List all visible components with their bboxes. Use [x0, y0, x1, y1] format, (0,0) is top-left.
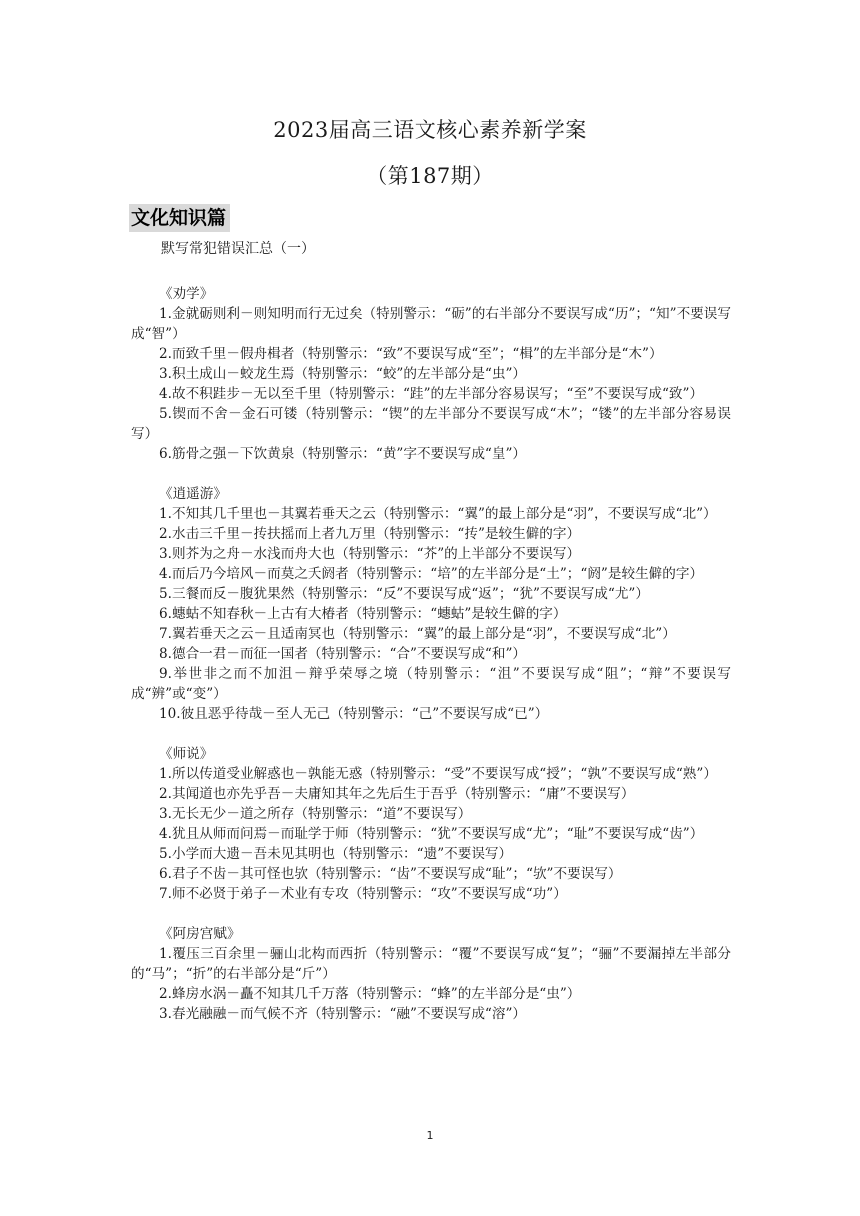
- list-item: 8.德合一君－而征一国者（特别警示：“合”不要误写成“和”）: [159, 646, 527, 662]
- section-intro: 默写常犯错误汇总（一）: [161, 241, 315, 257]
- list-item: 1.覆压三百余里－骊山北构而西折（特别警示：“覆”不要误写成“复”；“骊”不要漏掉左半部分的“马”；“折”的右半部分是“斤”）: [131, 946, 731, 982]
- list-item: 1.不知其几千里也－其翼若垂天之云（特别警示：“翼”的最上部分是“羽”，不要误写成“北”）: [159, 506, 717, 522]
- document-body: [131, 284, 731, 1044]
- list-item: 3.积土成山－蛟龙生焉（特别警示：“蛟”的左半部分是“虫”）: [159, 366, 527, 382]
- list-item: 7.翼若垂天之云－且适南冥也（特别警示：“翼”的最上部分是“羽”，不要误写成“北”）: [159, 626, 676, 642]
- list-item: 2.蜂房水涡－矗不知其几千万落（特别警示：“蜂”的左半部分是“虫”）: [159, 986, 581, 1002]
- list-item: 5.锲而不舍－金石可镂（特别警示：“锲”的左半部分不要误写成“木”；“镂”的左半部分容易误写）: [131, 406, 731, 442]
- list-item: 6.君子不齿－其可怪也欤（特别警示：“齿”不要误写成“耻”；“欤”不要误写）: [159, 866, 622, 882]
- work-title: 《劝学》: [159, 286, 214, 302]
- list-item: 2.而致千里－假舟楫者（特别警示：“致”不要误写成“至”；“楫”的左半部分是“木”）: [159, 346, 663, 362]
- issue-number: （第187期）: [366, 164, 494, 188]
- work-title: 《师说》: [159, 746, 214, 762]
- list-item: 7.师不必贤于弟子－术业有专攻（特别警示：“攻”不要误写成“功”）: [159, 886, 567, 902]
- list-item: 4.犹且从师而问焉－而耻学于师（特别警示：“犹”不要误写成“尤”；“耻”不要误写成“齿”）: [159, 826, 704, 842]
- list-item: 3.则芥为之舟－水浅而舟大也（特别警示：“芥”的上半部分不要误写）: [159, 546, 581, 562]
- work-group: [131, 924, 731, 1024]
- work-title: 《逍遥游》: [159, 486, 227, 502]
- section-heading: 文化知识篇: [129, 204, 230, 232]
- list-item: 6.筋骨之强－下饮黄泉（特别警示：“黄”字不要误写成“皇”）: [159, 446, 527, 462]
- list-item: 5.小学而大遗－吾未见其明也（特别警示：“遗”不要误写）: [159, 846, 513, 862]
- list-item: 2.其闻道也亦先乎吾－夫庸知其年之先后生于吾乎（特别警示：“庸”不要误写）: [159, 786, 635, 802]
- list-item: 1.所以传道受业解惑也－孰能无惑（特别警示：“受”不要误写成“授”；“孰”不要误写成“熟”）: [159, 766, 717, 782]
- list-item: 4.而后乃今培风－而莫之夭阏者（特别警示：“培”的左半部分是“土”；“阏”是较生僻的字）: [159, 566, 704, 582]
- list-item: 6.蟪蛄不知春秋－上古有大椿者（特别警示：“蟪蛄”是较生僻的字）: [159, 606, 567, 622]
- work-group: [131, 484, 731, 724]
- work-group: [131, 284, 731, 464]
- list-item: 3.无长无少－道之所存（特别警示：“道”不要误写）: [159, 806, 472, 822]
- work-title: 《阿房宫赋》: [159, 926, 241, 942]
- list-item: 1.金就砺则利－则知明而行无过矣（特别警示：“砺”的右半部分不要误写成“历”；“知”不要误写成“智”）: [131, 306, 731, 342]
- document-title: 2023届高三语文核心素养新学案: [273, 118, 587, 142]
- list-item: 9.举世非之而不加沮－辩乎荣辱之境（特别警示：“沮”不要误写成“阻”；“辩”不要误写成“辨”或“变”）: [131, 666, 731, 702]
- list-item: 5.三餐而反－腹犹果然（特别警示：“反”不要误写成“返”；“犹”不要误写成“尤”）: [159, 586, 649, 602]
- list-item: 3.春光融融－而气候不齐（特别警示：“融”不要误写成“溶”）: [159, 1006, 527, 1022]
- page-number: 1: [426, 1129, 434, 1142]
- list-item: 2.水击三千里－抟扶摇而上者九万里（特别警示：“抟”是较生僻的字）: [159, 526, 581, 542]
- list-item: 4.故不积跬步－无以至千里（特别警示：“跬”的左半部分容易误写；“至”不要误写成“致”）: [159, 386, 704, 402]
- work-group: [131, 744, 731, 904]
- list-item: 10.彼且恶乎待哉－至人无己（特别警示：“己”不要误写成“已”）: [159, 706, 549, 722]
